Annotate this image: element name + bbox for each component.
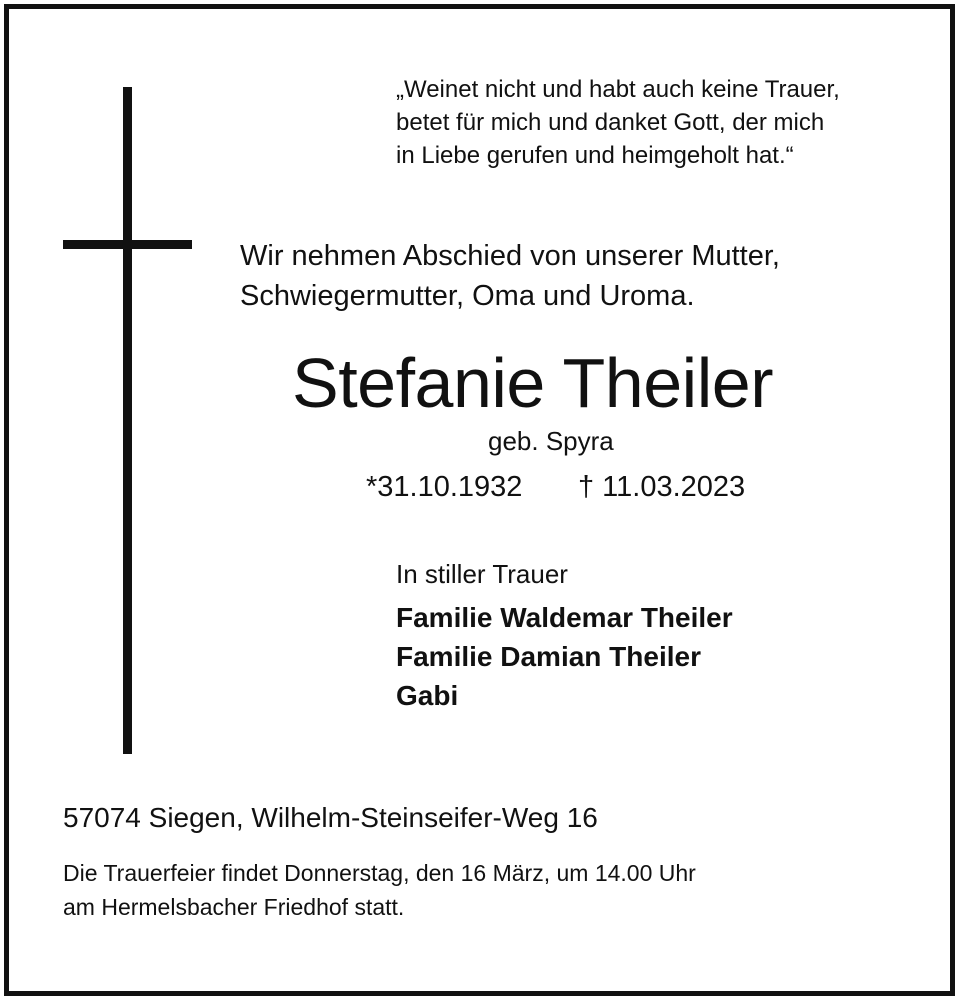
mourning-heading: In stiller Trauer [396, 559, 568, 589]
quote-line: „Weinet nicht und habt auch keine Trauer, [396, 76, 840, 103]
maiden-name: geb. Spyra [488, 426, 614, 456]
address: 57074 Siegen, Wilhelm-Steinseifer-Weg 16 [63, 802, 598, 833]
quote-line: betet für mich und danket Gott, der mich [396, 109, 825, 136]
funeral-line: Die Trauerfeier findet Donnerstag, den 16 März, um 14.00 Uhr [63, 860, 696, 886]
cross-vertical-bar [123, 87, 132, 754]
bible-quote [396, 73, 916, 172]
mourner-family: Familie Waldemar Theiler [396, 602, 733, 633]
birth-date: *31.10.1932 [366, 471, 523, 503]
intro-line: Wir nehmen Abschied von unserer Mutter, [240, 240, 780, 272]
funeral-line: am Hermelsbacher Friedhof statt. [63, 894, 405, 920]
deceased-name: Stefanie Theiler [292, 344, 774, 422]
mourner-family: Gabi [396, 680, 459, 711]
death-date: † 11.03.2023 [578, 471, 746, 503]
quote-line: in Liebe gerufen und heimgeholt hat.“ [396, 142, 794, 169]
mourner-families [396, 598, 733, 715]
farewell-intro [240, 236, 920, 316]
funeral-info [63, 856, 696, 924]
intro-line: Schwiegermutter, Oma und Uroma. [240, 280, 695, 312]
mourner-family: Familie Damian Theiler [396, 641, 701, 672]
cross-horizontal-bar [63, 240, 192, 249]
